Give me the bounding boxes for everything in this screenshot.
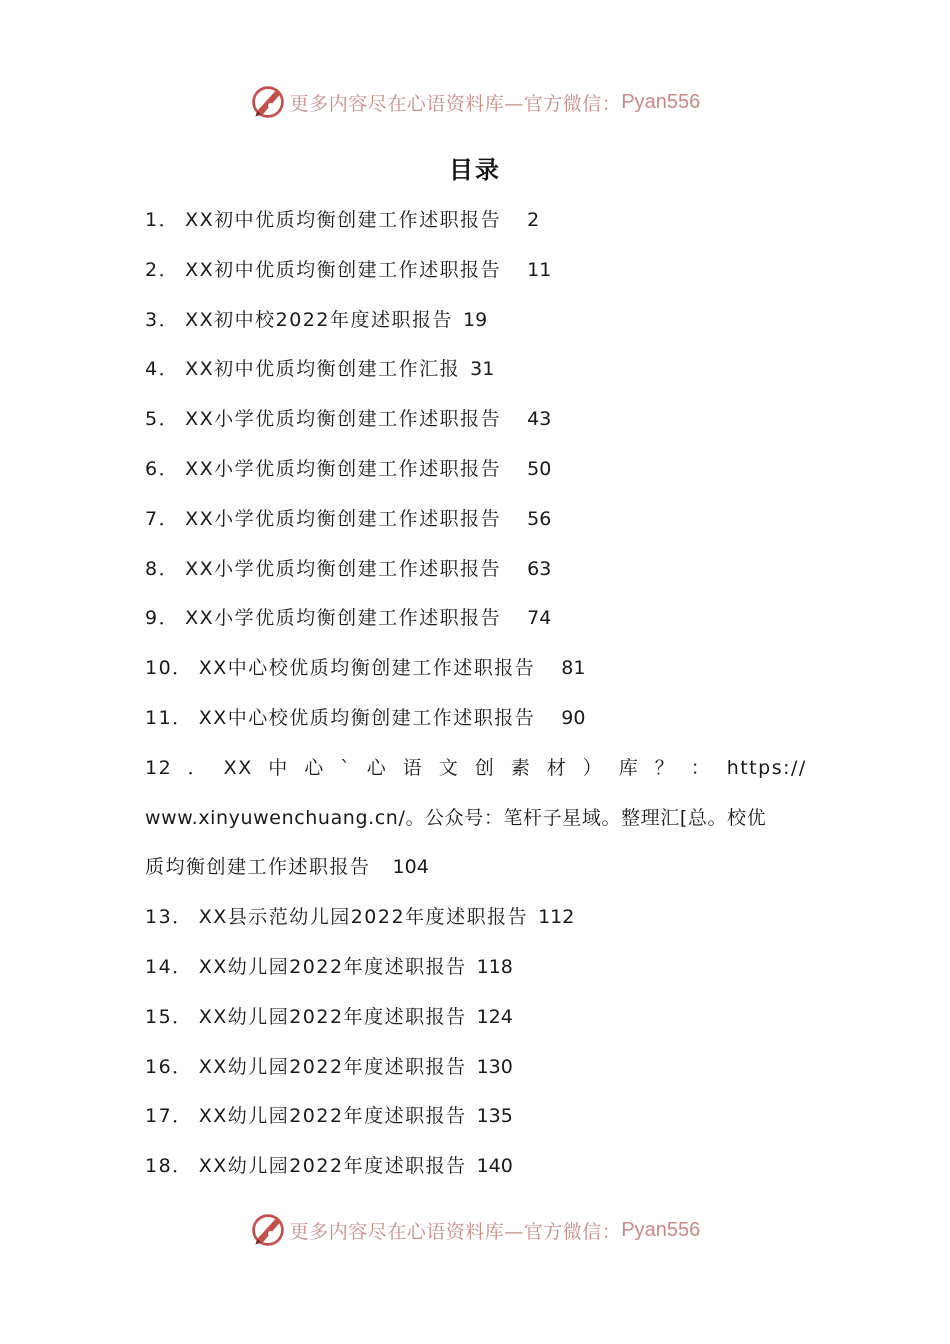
- watermark-wechat-id: Pyan556: [621, 1218, 701, 1241]
- toc-entry[interactable]: 10． XX中心校优质均衡创建工作述职报告 81: [145, 657, 586, 680]
- toc-entry[interactable]: 15． XX幼儿园2022年度述职报告 124: [145, 1005, 513, 1028]
- toc-entry[interactable]: 4． XX初中优质均衡创建工作汇报 31: [145, 358, 495, 381]
- toc-entry[interactable]: 13． XX县示范幼儿园2022年度述职报告 112: [145, 906, 575, 929]
- toc-entry[interactable]: 9． XX小学优质均衡创建工作述职报告 74: [145, 607, 552, 630]
- toc-entry[interactable]: 11． XX中心校优质均衡创建工作述职报告 90: [145, 706, 586, 729]
- watermark-wechat-id: Pyan556: [621, 90, 701, 113]
- toc-entry[interactable]: 1． XX初中优质均衡创建工作述职报告 2: [145, 209, 540, 231]
- toc-entry[interactable]: 17． XX幼儿园2022年度述职报告 135: [145, 1105, 513, 1128]
- toc-page-number: 50: [527, 457, 552, 480]
- header-watermark: [0, 80, 950, 124]
- watermark-text: 更多内容尽在心语资料库—官方微信：: [289, 92, 622, 115]
- toc-page-number: 31: [470, 358, 495, 381]
- toc-entry[interactable]: 18． XX幼儿园2022年度述职报告 140: [145, 1155, 513, 1178]
- toc-page-number: 63: [527, 557, 552, 580]
- toc-page-number: 118: [476, 955, 513, 978]
- toc-page-number: 2: [527, 209, 540, 231]
- toc-page-number: 11: [527, 258, 552, 281]
- toc-entry-multiline[interactable]: [145, 744, 807, 893]
- toc-page-number: 43: [527, 408, 552, 431]
- toc-page-number: 90: [561, 706, 586, 729]
- toc-page-number: 74: [527, 607, 552, 630]
- footer-watermark: [0, 1208, 950, 1252]
- toc-entry[interactable]: 6． XX小学优质均衡创建工作述职报告 50: [145, 457, 552, 480]
- toc-entry[interactable]: 5． XX小学优质均衡创建工作述职报告 43: [145, 408, 552, 431]
- toc-entry[interactable]: 16． XX幼儿园2022年度述职报告 130: [145, 1055, 513, 1078]
- toc-entry-line-3: 质均衡创建工作述职报告 104: [145, 856, 429, 879]
- toc-page-number: 130: [476, 1055, 513, 1078]
- table-of-contents: [145, 196, 807, 1192]
- toc-entry[interactable]: 14． XX幼儿园2022年度述职报告 118: [145, 955, 513, 978]
- pen-logo-icon: [250, 1212, 286, 1248]
- toc-entry[interactable]: 7． XX小学优质均衡创建工作述职报告 56: [145, 507, 552, 530]
- toc-page-number: 19: [462, 308, 488, 331]
- toc-page-number: 104: [392, 856, 429, 879]
- toc-page-number: 124: [476, 1005, 513, 1028]
- toc-entry[interactable]: 3． XX初中校2022年度述职报告 19: [145, 308, 488, 331]
- toc-page-number: 81: [561, 657, 586, 680]
- toc-entry[interactable]: 8． XX小学优质均衡创建工作述职报告 63: [145, 557, 552, 580]
- toc-page-number: 140: [476, 1155, 513, 1178]
- toc-entry-line-2: www.xinyuwenchuang.cn/。公众号：笔杆子星域。整理汇[总。校优: [145, 806, 767, 829]
- pen-logo-icon: [250, 84, 286, 120]
- toc-page-number: 56: [527, 507, 552, 530]
- page-title: 目录: [449, 156, 501, 184]
- watermark-text: 更多内容尽在心语资料库—官方微信：: [289, 1220, 622, 1243]
- toc-page-number: 112: [538, 906, 575, 929]
- toc-entry[interactable]: 2． XX初中优质均衡创建工作述职报告 11: [145, 258, 552, 281]
- toc-page-number: 135: [476, 1105, 513, 1128]
- toc-entry-line-1: 12 ． XX 中 心 ` 心 语 文 创 素 材 ） 库 ？ ： https://: [145, 756, 807, 779]
